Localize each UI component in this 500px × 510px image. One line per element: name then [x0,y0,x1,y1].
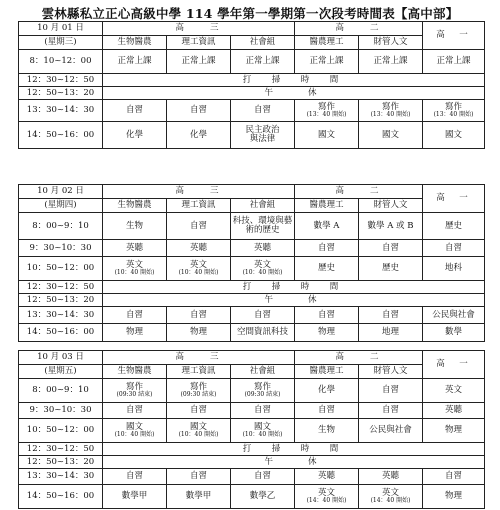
header-row-2 [19,365,485,379]
grade3-header: 高 三 [103,351,295,365]
subject-cell: 地理 [359,324,423,342]
table-row [19,456,485,469]
subject-name: 寫作 [125,381,143,392]
subject-cell [231,419,295,443]
subject-cell: 自習 [231,100,295,122]
group-header: 理工資訊 [167,365,231,379]
time-slot: 9：30~10：30 [19,403,103,419]
subject-name: 寫作 [382,101,400,112]
cleaning-time: 打 掃 時 間 [103,74,485,87]
subject-cell: 英文 [423,379,485,403]
subject-name: 英文 [382,487,400,498]
time-slot: 12：50~13：20 [19,456,103,469]
subject-cell: 自習 [167,469,231,485]
subject-cell: 生物 [295,419,359,443]
grade2-header: 高 二 [295,185,423,199]
subject-cell [423,100,485,122]
subject-cell: 自習 [295,240,359,257]
subject-name: 英文 [253,259,271,270]
grade3-header: 高 三 [103,185,295,199]
group-header: 社會組 [231,199,295,213]
subject-cell: 物理 [103,324,167,342]
header-row-2 [19,199,485,213]
subject-cell: 國文 [359,122,423,149]
subject-cell: 英聽 [423,403,485,419]
subject-cell: 物理 [423,419,485,443]
group-header: 醫農理工 [295,36,359,50]
time-slot: 10：50~12：00 [19,257,103,281]
start-note: (14：40 開始) [306,496,347,504]
group-header: 理工資訊 [167,36,231,50]
subject-cell: 數學 A [295,213,359,240]
group-header: 理工資訊 [167,199,231,213]
subject-cell: 自習 [423,469,485,485]
subject-cell: 英聽 [295,469,359,485]
subject-cell: 地科 [423,257,485,281]
table-row [19,469,485,485]
table-row [19,74,485,87]
table-row [19,485,485,509]
start-note: (10：40 開始) [242,430,283,438]
time-slot: 14：50~16：00 [19,122,103,149]
subject-cell: 自習 [359,240,423,257]
schedule-table-oct-01 [18,21,485,149]
schedule-table-oct-03 [18,350,485,509]
subject-cell: 自習 [103,469,167,485]
subject-cell: 自習 [295,307,359,324]
subject-cell: 自習 [167,307,231,324]
time-slot: 8：00~9：10 [19,213,103,240]
start-note: (14：40 開始) [370,496,411,504]
subject-cell [103,257,167,281]
subject-cell [359,485,423,509]
header-row-1 [19,185,485,199]
header-row-1 [19,351,485,365]
subject-cell: 物理 [423,485,485,509]
subject-cell: 自習 [423,240,485,257]
subject-cell: 數學甲 [103,485,167,509]
subject-name: 國文 [253,421,271,432]
group-header: 社會組 [231,36,295,50]
time-slot: 8：00~9：10 [19,379,103,403]
start-note: (10：40 開始) [242,268,283,276]
subject-cell [103,419,167,443]
grade2-header: 高 二 [295,22,423,36]
group-header: 財管人文 [359,199,423,213]
subject-name: 英文 [189,259,207,270]
table-row [19,100,485,122]
subject-cell: 自習 [359,307,423,324]
subject-cell: 化學 [103,122,167,149]
subject-cell: 正常上課 [167,50,231,74]
subject-cell: 自習 [167,100,231,122]
subject-cell: 公民與社會 [423,307,485,324]
cleaning-time: 打 掃 時 間 [103,443,485,456]
subject-cell: 自習 [359,379,423,403]
table-row [19,324,485,342]
subject-name: 國文 [189,421,207,432]
subject-cell: 自習 [231,307,295,324]
subject-cell: 數學乙 [231,485,295,509]
time-slot: 10：50~12：00 [19,419,103,443]
group-header: 財管人文 [359,365,423,379]
table-row [19,294,485,307]
subject-cell: 正常上課 [423,50,485,74]
schedule-table-oct-02 [18,184,485,342]
table-row [19,87,485,100]
subject-cell [295,100,359,122]
subject-cell [295,485,359,509]
subject-cell [167,379,231,403]
subject-cell: 數學甲 [167,485,231,509]
subject-name: 寫作 [445,101,463,112]
subject-cell: 歷史 [359,257,423,281]
date-cell: 10 月 02 日 [19,185,103,199]
subject-name: 國文 [125,421,143,432]
start-note: (13：40 開始) [433,110,474,118]
table-row [19,213,485,240]
subject-cell: 國文 [295,122,359,149]
time-slot: 9：30~10：30 [19,240,103,257]
group-header: 生物醫農 [103,36,167,50]
time-slot: 14：50~16：00 [19,485,103,509]
grade1-header: 高 一 [423,22,485,50]
table-row [19,443,485,456]
subject-cell: 英聽 [167,240,231,257]
subject-cell: 英聽 [359,469,423,485]
subject-cell: 自習 [359,403,423,419]
subject-cell [359,100,423,122]
subject-cell [231,213,295,240]
weekday-cell: (星期五) [19,365,103,379]
subject-cell: 空間資訊科技 [231,324,295,342]
end-note: (09:30 結束) [116,390,153,398]
subject-name-line1: 科技、環境與藝 [232,216,293,227]
subject-cell [231,257,295,281]
table-row [19,281,485,294]
time-slot: 8：10~12：00 [19,50,103,74]
subject-cell: 自習 [231,403,295,419]
grade3-header: 高 三 [103,22,295,36]
subject-name: 英文 [317,487,335,498]
subject-name-line2: 與法律 [249,134,276,144]
time-slot: 12：30~12：50 [19,74,103,87]
subject-cell: 國文 [423,122,485,149]
date-cell: 10 月 01 日 [19,22,103,36]
subject-cell: 生物 [103,213,167,240]
start-note: (10：40 開始) [178,268,219,276]
subject-cell: 數學 A 或 B [359,213,423,240]
table-row [19,50,485,74]
table-row [19,257,485,281]
date-cell: 10 月 03 日 [19,351,103,365]
subject-name: 寫作 [189,381,207,392]
subject-cell: 英聽 [231,240,295,257]
subject-cell [231,379,295,403]
subject-cell [231,122,295,149]
subject-cell: 正常上課 [359,50,423,74]
group-header: 醫農理工 [295,365,359,379]
group-header: 醫農理工 [295,199,359,213]
nap-time: 午 休 [103,294,485,307]
subject-cell: 自習 [103,100,167,122]
subject-cell: 物理 [295,324,359,342]
table-row [19,419,485,443]
nap-time: 午 休 [103,87,485,100]
subject-cell: 歷史 [423,213,485,240]
grade1-header: 高 一 [423,351,485,379]
header-row-1 [19,22,485,36]
time-slot: 12：30~12：50 [19,443,103,456]
subject-cell: 自習 [103,403,167,419]
grade1-header: 高 一 [423,185,485,213]
start-note: (13：40 開始) [306,110,347,118]
subject-cell: 正常上課 [231,50,295,74]
time-slot: 13：30~14：30 [19,469,103,485]
group-header: 財管人文 [359,36,423,50]
table-row [19,240,485,257]
time-slot: 13：30~14：30 [19,100,103,122]
time-slot: 12：50~13：20 [19,294,103,307]
subject-cell: 物理 [167,324,231,342]
group-header: 社會組 [231,365,295,379]
weekday-cell: (星期三) [19,36,103,50]
subject-name: 寫作 [253,381,271,392]
subject-cell [103,379,167,403]
start-note: (10：40 開始) [114,268,155,276]
subject-cell: 歷史 [295,257,359,281]
subject-cell: 自習 [167,403,231,419]
time-slot: 12：30~12：50 [19,281,103,294]
grade2-header: 高 二 [295,351,423,365]
start-note: (13：40 開始) [370,110,411,118]
nap-time: 午 休 [103,456,485,469]
table-row [19,307,485,324]
table-row [19,379,485,403]
subject-cell: 正常上課 [103,50,167,74]
time-slot: 13：30~14：30 [19,307,103,324]
subject-cell: 自習 [231,469,295,485]
table-row [19,122,485,149]
subject-cell: 自習 [295,403,359,419]
subject-cell: 正常上課 [295,50,359,74]
subject-cell: 化學 [167,122,231,149]
cleaning-time: 打 掃 時 間 [103,281,485,294]
end-note: (09:30 結束) [244,390,281,398]
start-note: (10：40 開始) [178,430,219,438]
subject-cell: 英聽 [103,240,167,257]
subject-name: 寫作 [317,101,335,112]
subject-cell: 化學 [295,379,359,403]
subject-name-line2: 術的歷史 [245,225,280,235]
subject-cell: 自習 [103,307,167,324]
subject-cell: 數學 [423,324,485,342]
time-slot: 14：50~16：00 [19,324,103,342]
subject-cell: 公民與社會 [359,419,423,443]
subject-cell: 自習 [167,213,231,240]
table-row [19,403,485,419]
end-note: (09:30 結束) [180,390,217,398]
group-header: 生物醫農 [103,199,167,213]
subject-cell [167,419,231,443]
time-slot: 12：50~13：20 [19,87,103,100]
header-row-2 [19,36,485,50]
subject-name: 英文 [125,259,143,270]
subject-cell [167,257,231,281]
start-note: (10：40 開始) [114,430,155,438]
group-header: 生物醫農 [103,365,167,379]
weekday-cell: (星期四) [19,199,103,213]
subject-name-line1: 民主政治 [245,125,280,136]
page-title: 雲林縣私立正心高級中學 114 學年第一學期第一次段考時間表【高中部】 [41,6,459,21]
